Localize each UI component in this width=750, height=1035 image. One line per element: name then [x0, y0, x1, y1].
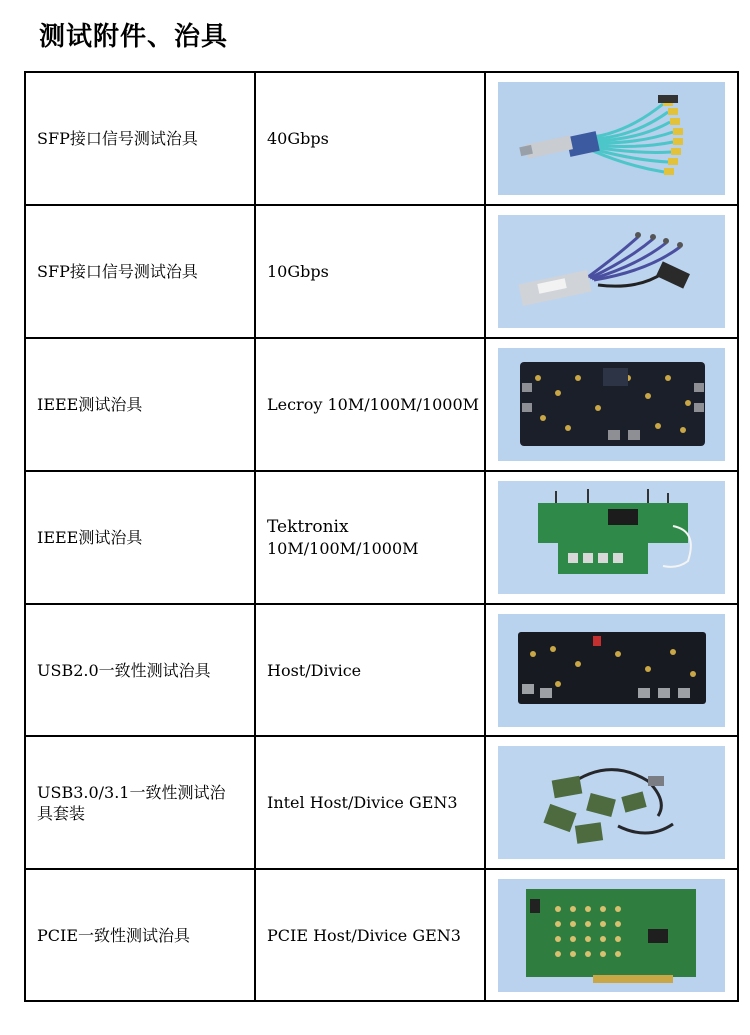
table-row [26, 472, 737, 603]
fixture-name-line: USB3.0/3.1一致性测试治 [37, 782, 226, 802]
fixtures-table [24, 71, 739, 1002]
fixture-spec [256, 472, 484, 603]
fixture-name: IEEE测试治具 [37, 395, 143, 414]
table-row [26, 339, 737, 470]
fixture-spec: 40Gbps [267, 129, 329, 148]
table-row [26, 73, 737, 204]
fixture-name-line: 具套装 [37, 803, 86, 823]
fixture-name: SFP接口信号测试治具 [37, 262, 198, 281]
fixture-spec: Lecroy 10M/100M/1000M [267, 395, 480, 414]
fixture-name: PCIE一致性测试治具 [37, 925, 191, 945]
page-title: 测试附件、治具 [39, 22, 229, 52]
fixture-spec: PCIE Host/Divice GEN3 [267, 925, 461, 945]
table-row [26, 737, 737, 868]
table-row [26, 605, 737, 735]
table-row [26, 870, 737, 1000]
fixture-name: USB2.0一致性测试治具 [37, 660, 211, 680]
fixture-name [26, 737, 254, 868]
fixture-spec-line: Tektronix [267, 516, 349, 537]
fixture-spec: 10Gbps [267, 262, 329, 281]
pcie-fixture-board-photo [498, 879, 725, 992]
ieee-lecroy-fixture-board-photo [498, 348, 725, 461]
fixture-name: SFP接口信号测试治具 [37, 129, 198, 148]
table-row [26, 206, 737, 337]
sfp-10g-fanout-cable-photo [498, 215, 725, 328]
usb2-fixture-board-photo [498, 614, 725, 727]
sfp-40g-fanout-cable-photo [498, 82, 725, 195]
ieee-tektronix-fixture-board-photo [498, 481, 725, 594]
fixture-spec: Host/Divice [267, 660, 362, 680]
fixture-spec-line: 10M/100M/1000M [267, 538, 419, 558]
fixture-spec: Intel Host/Divice GEN3 [267, 793, 458, 812]
fixture-name: IEEE测试治具 [37, 528, 143, 547]
usb3-fixture-kit-photo [498, 746, 725, 859]
